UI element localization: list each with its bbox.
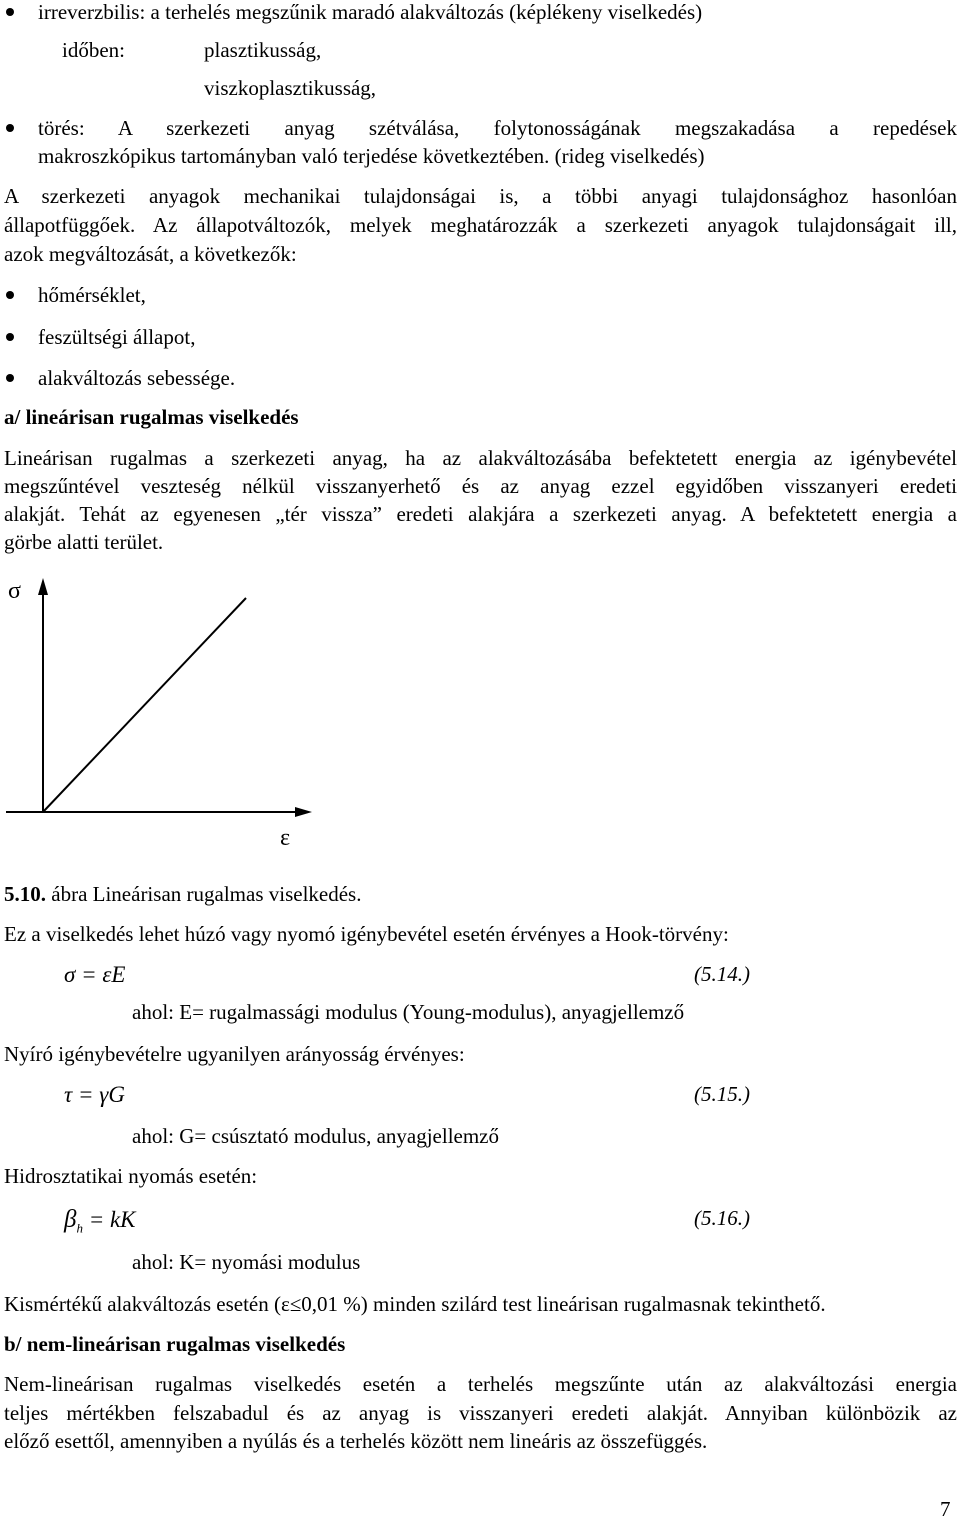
bullet-dot	[6, 374, 14, 382]
hydro-rest: = kK	[82, 1207, 136, 1232]
shear-equation-number: (5.15.)	[694, 1082, 750, 1106]
page-number: 7	[940, 1497, 951, 1521]
section-a-heading: a/ lineárisan rugalmas viselkedés	[4, 405, 299, 429]
bullet-dot	[6, 124, 14, 132]
bullet-dot	[6, 8, 14, 16]
hydro-where: ahol: K= nyomási modulus	[132, 1250, 361, 1274]
hydro-intro: Hidrosztatikai nyomás esetén:	[4, 1164, 258, 1188]
hooke-intro: Ez a viselkedés lehet húzó vagy nyomó igénybevétel esetén érvényes a Hook-törvény:	[4, 922, 729, 946]
bullet-dot	[6, 333, 14, 341]
hooke-equation-number: (5.14.)	[694, 962, 750, 986]
section-b-heading: b/ nem-lineárisan rugalmas viselkedés	[4, 1332, 346, 1356]
para1-line2: állapotfüggőek. Az állapotváltozók, melyek meghatározzák a szerkezeti anyagok tulajdonságait ill,	[4, 213, 957, 237]
section-a-line4: görbe alatti terület.	[4, 530, 164, 554]
figure-caption-text: ábra Lineárisan rugalmas viselkedés.	[46, 882, 362, 906]
section-a-line2: megszűntével veszteség nélkül visszanyerhető és az anyag ezzel egyidőben visszanyeri eredeti	[4, 474, 957, 498]
section-a-line3: alakját. Tehát az egyenesen „tér vissza” eredeti alakjára a szerkezeti anyag. A befektetett energia a	[4, 502, 957, 526]
y-axis-arrowhead	[38, 578, 48, 595]
para1-line3: azok megváltozását, a következők:	[4, 242, 297, 266]
figure-caption	[4, 882, 361, 907]
x-axis-label: ε	[280, 825, 291, 851]
section-b-line3: előző esettől, amennyiben a nyúlás és a terhelés között nem lineáris az összefüggés.	[4, 1429, 708, 1453]
bullet-fracture-line2: makroszkópikus tartományban való terjedése következtében. (rideg viselkedés)	[38, 144, 705, 168]
small-strain-statement: Kismértékű alakváltozás esetén (ε≤0,01 %) minden szilárd test lineárisan rugalmasnak tekinthető.	[4, 1292, 826, 1316]
section-b-line2: teljes mértékben felszabadul és az anyag is visszanyeri eredeti alakját. Annyiban különbözik az	[4, 1401, 957, 1425]
state-var-strain-rate: alakváltozás sebessége.	[38, 366, 236, 390]
state-var-temperature: hőmérséklet,	[38, 283, 146, 307]
idoben-plasticity: plasztikusság,	[204, 38, 322, 62]
x-axis-arrowhead	[295, 807, 312, 817]
hooke-equation: σ = εE	[64, 962, 126, 987]
para1-line1: A szerkezeti anyagok mechanikai tulajdonságai is, a többi anyagi tulajdonsághoz hasonlóan	[4, 184, 957, 208]
shear-intro: Nyíró igénybevételre ugyanilyen arányosság érvényes:	[4, 1042, 465, 1066]
shear-where: ahol: G= csúsztató modulus, anyagjellemző	[132, 1124, 500, 1148]
bullet-dot	[6, 291, 14, 299]
section-a-line1: Lineárisan rugalmas a szerkezeti anyag, ha az alakváltozásába befektetett energia az igénybevétel	[4, 446, 957, 470]
figure-caption-number: 5.10.	[4, 882, 46, 906]
hooke-where: ahol: E= rugalmassági modulus (Young-modulus), anyagjellemző	[132, 1000, 685, 1024]
state-var-stress: feszültségi állapot,	[38, 325, 196, 349]
hydro-equation	[64, 1206, 136, 1237]
idoben-viscoplasticity: viszkoplasztikusság,	[204, 76, 377, 100]
y-axis-label: σ	[8, 578, 21, 604]
bullet-irreversible: irreverzbilis: a terhelés megszűnik maradó alakváltozás (képlékeny viselkedés)	[38, 0, 703, 24]
section-b-line1: Nem-lineárisan rugalmas viselkedés esetén a terhelés megszűnte után az alakváltozási energia	[4, 1372, 957, 1396]
bullet-fracture-line1: törés: A szerkezeti anyag szétválása, folytonosságának megszakadása a repedések	[38, 116, 957, 140]
hydro-subscript: h	[76, 1220, 83, 1236]
hydro-equation-number: (5.16.)	[694, 1206, 750, 1230]
shear-equation: τ = γG	[64, 1082, 125, 1107]
hydro-beta: β	[64, 1206, 77, 1233]
linear-elastic-line	[43, 598, 246, 812]
idoben-label: időben:	[62, 38, 125, 62]
